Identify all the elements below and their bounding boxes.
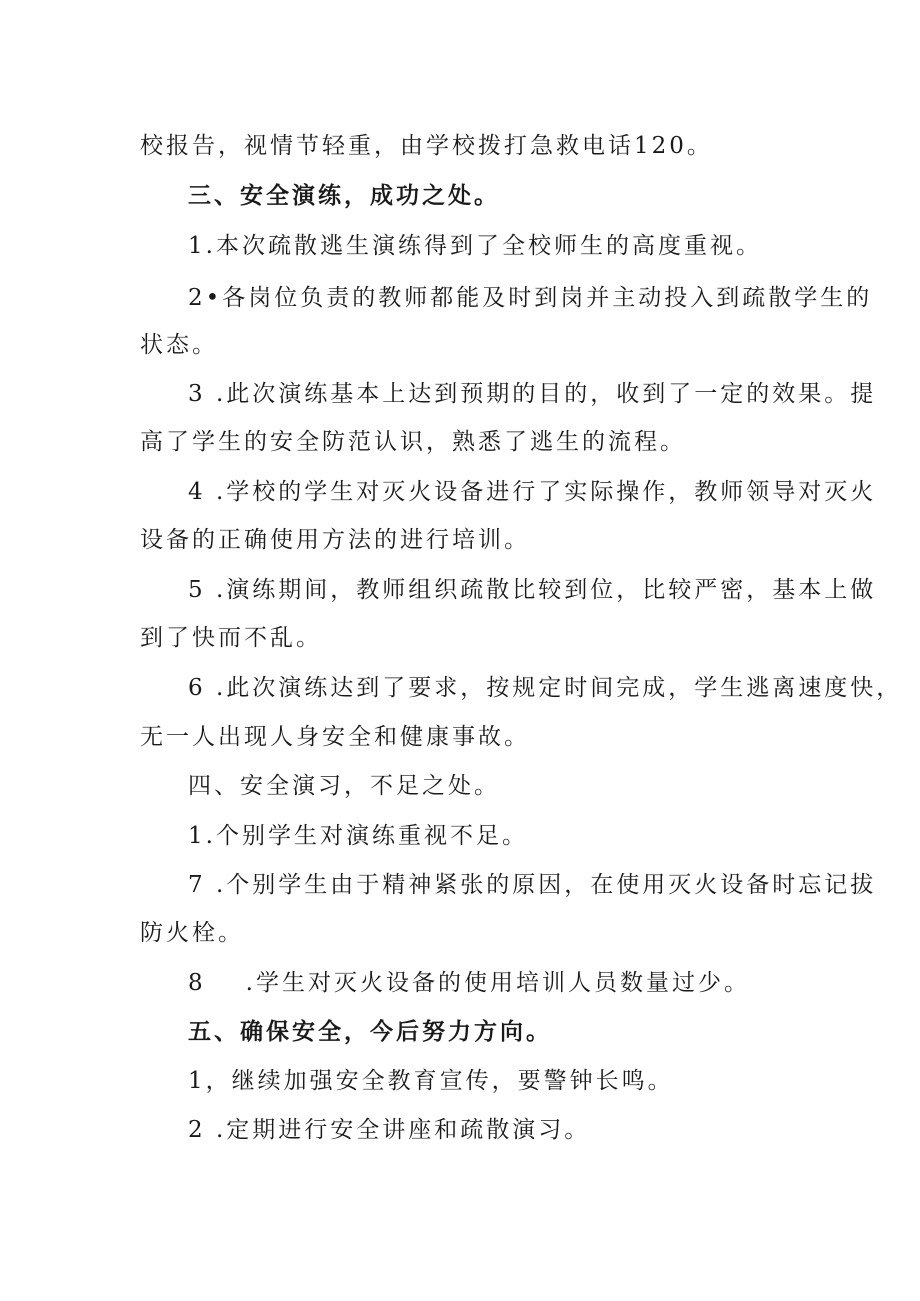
list-item: 5 .演练期间，教师组织疏散比较到位，比较严密，基本上做 [188, 577, 877, 603]
list-item: 1.本次疏散逃生演练得到了全校师生的高度重视。 [188, 233, 762, 259]
list-item: 7 .个别学生由于精神紧张的原因，在使用灭火设备时忘记拔 [188, 872, 877, 898]
paragraph-line: 校报告，视情节轻重，由学校拨打急救电话120。 [140, 133, 713, 159]
paragraph-line: 到了快而不乱。 [140, 625, 322, 651]
list-item: 1.个别学生对演练重视不足。 [188, 823, 528, 849]
list-item-text: .学生对灭火设备的使用培训人员数量过少。 [245, 970, 750, 996]
list-item: 3 .此次演练基本上达到预期的目的，收到了一定的效果。提 [188, 381, 877, 407]
list-item: 6 .此次演练达到了要求，按规定时间完成，学生逃离速度快， [188, 675, 903, 701]
list-item: 4 .学校的学生对灭火设备进行了实际操作，教师领导对灭火 [188, 479, 877, 505]
section-heading: 五、确保安全，今后努力方向。 [188, 1018, 552, 1045]
section-heading: 三、安全演练，成功之处。 [188, 182, 500, 209]
paragraph-line: 防火栓。 [140, 920, 244, 946]
paragraph-line: 高了学生的安全防范认识，熟悉了逃生的流程。 [140, 429, 686, 455]
paragraph-line: 无一人出现人身安全和健康事故。 [140, 724, 530, 750]
list-item: 1，继续加强安全教育宣传，要警钟长鸣。 [188, 1068, 674, 1094]
list-item: 2 .定期进行安全讲座和疏散演习。 [188, 1117, 591, 1143]
list-item: 2•各岗位负责的教师都能及时到岗并主动投入到疏散学生的 [188, 285, 873, 311]
paragraph-line: 设备的正确使用方法的进行培训。 [140, 527, 530, 553]
list-item-number: 8 [188, 970, 206, 996]
list-item [188, 968, 800, 998]
paragraph-line: 状态。 [140, 332, 218, 358]
section-heading: 四、安全演习，不足之处。 [188, 773, 500, 799]
